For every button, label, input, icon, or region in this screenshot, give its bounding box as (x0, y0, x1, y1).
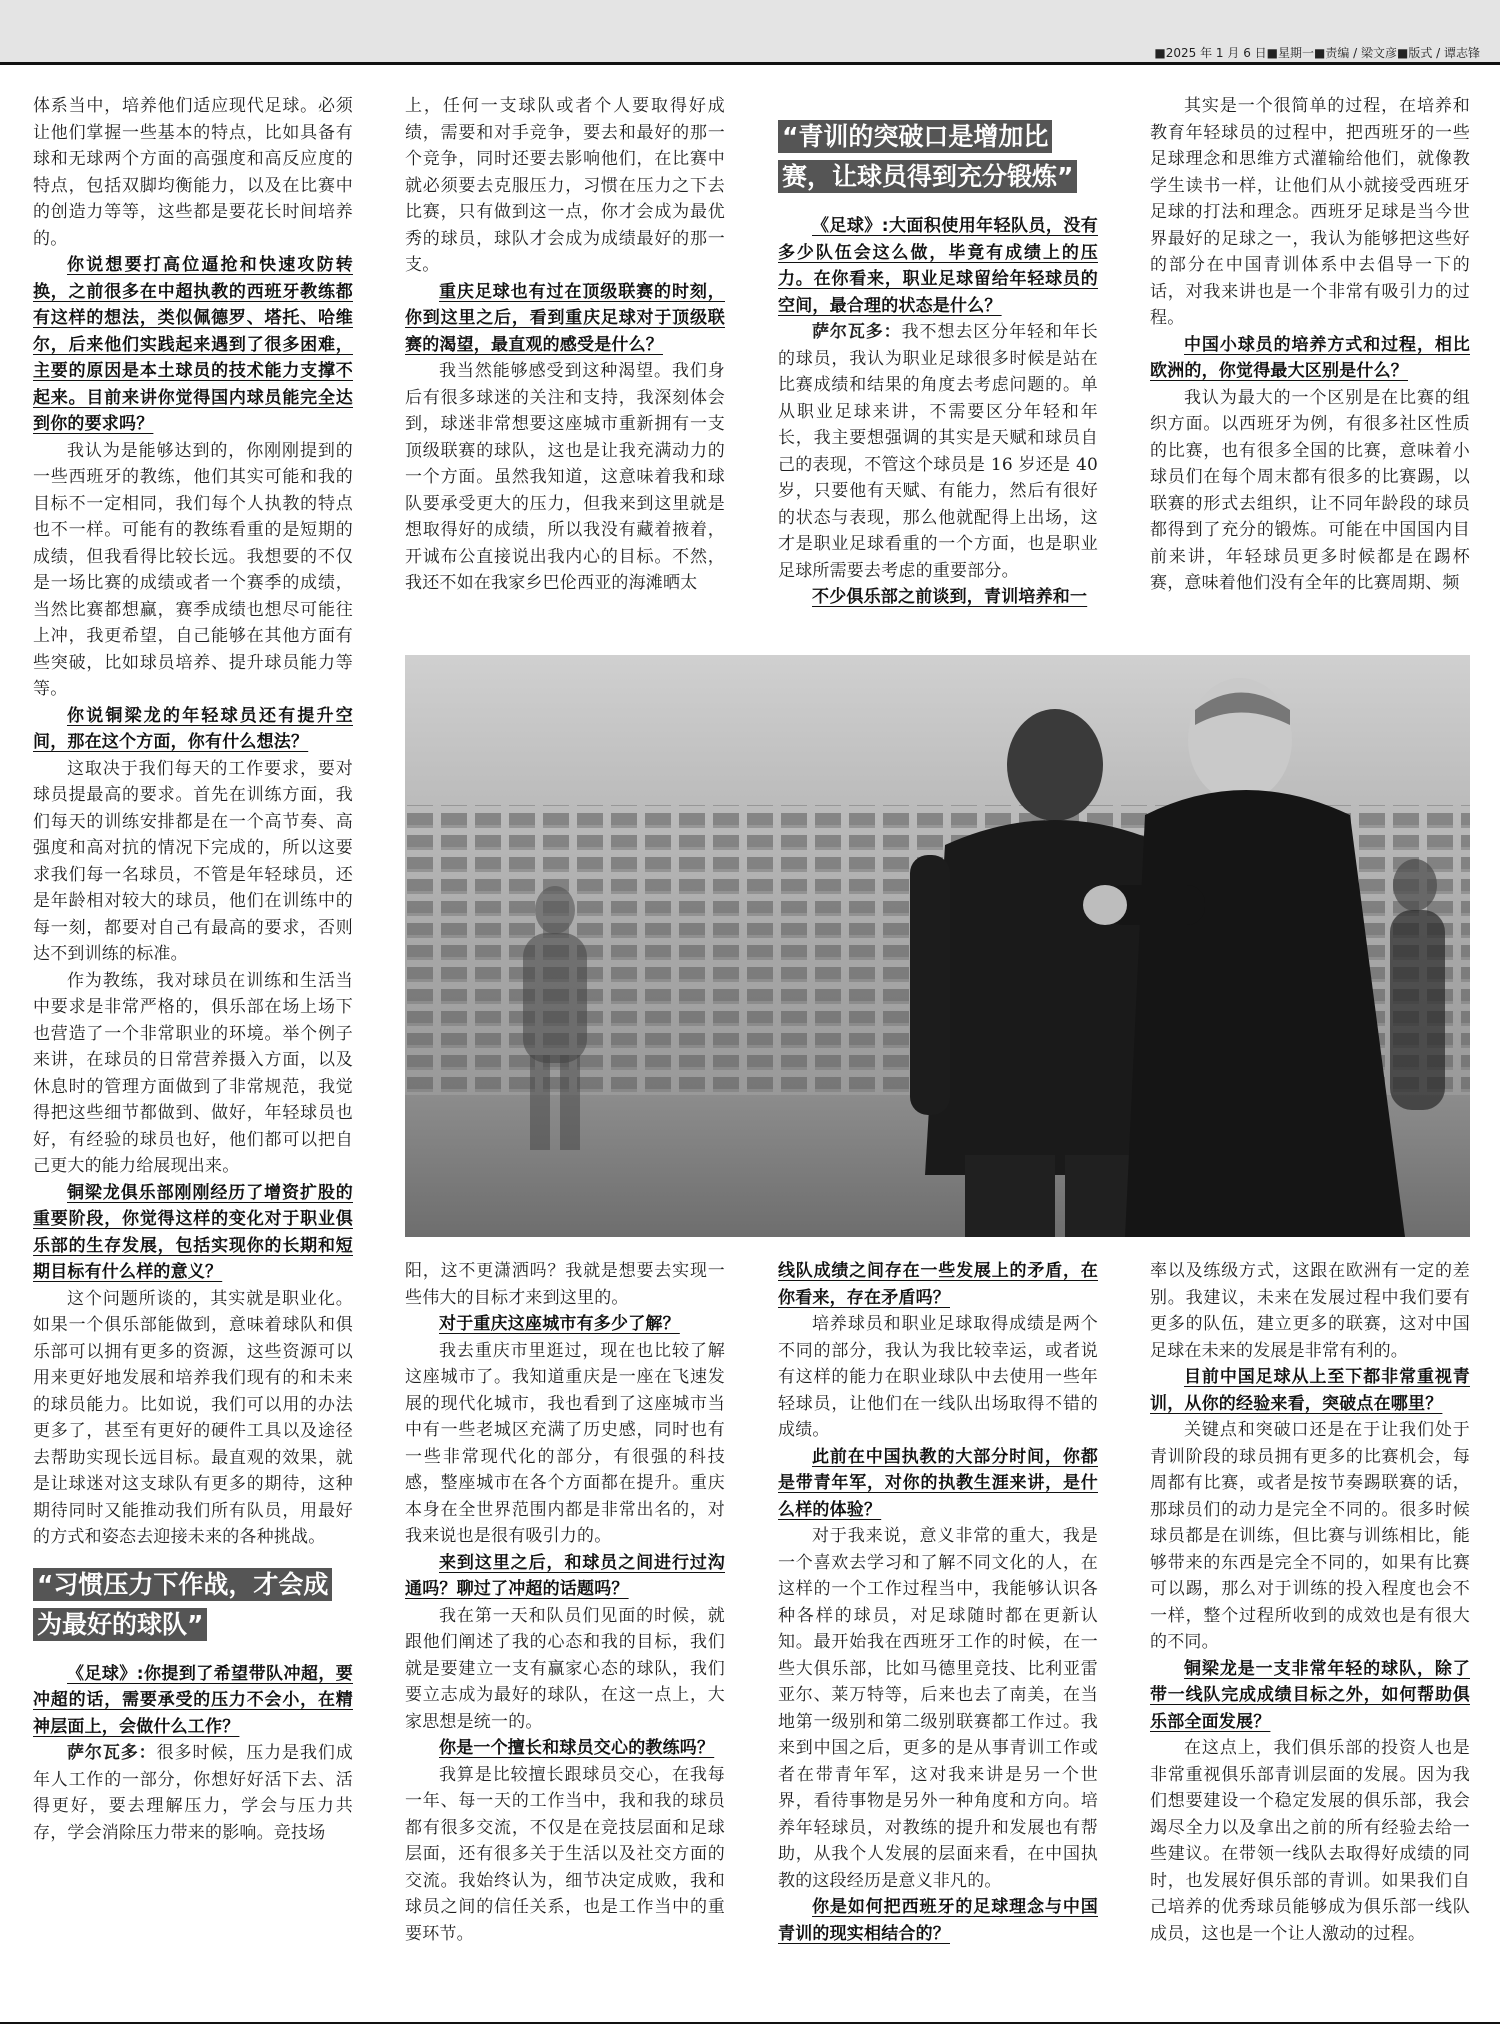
section-heading: “青训的突破口是增加比赛，让球员得到充分锻炼” (778, 117, 1098, 197)
question: 目前中国足球从上至下都非常重视青训，从你的经验来看，突破点在哪里？ (1150, 1367, 1470, 1414)
paragraph: 其实是一个很简单的过程，在培养和教育年轻球员的过程中，把西班牙的一些足球理念和思维方式灌输给他们，就像教学生读书一样，让他们从小就接受西班牙足球的打法和理念。西班牙足球是当今世界最好的足球之一，我认为能够把这些好的部分在中国青训体系中去倡导一下的话，对我来讲也是一个非常有吸引力的过程。 (1150, 96, 1470, 328)
question: 不少俱乐部之前谈到，青训培养和一 (812, 587, 1088, 607)
paragraph: 关键点和突破口还是在于让我们处于青训阶段的球员拥有更多的比赛机会，每周都有比赛，或者是按节奏踢联赛的话，那球员们的动力是完全不同的。很多时候球员都是在训练，但比赛与训练相比，能够带来的东西是完全不同的，如果有比赛可以踢，那么对于训练的投入程度也会不一样，整个过程所收到的成效也是有很大的不同。 (1150, 1420, 1470, 1652)
paragraph: 作为教练，我对球员在训练和生活当中要求是非常严格的，俱乐部在场上场下也营造了一个非常职业的环境。举个例子来讲，在球员的日常营养摄入方面，以及休息时的管理方面做到了非常规范，我觉得把这些细节都做到、做好，年轻球员也好，有经验的球员也好，他们都可以把自己更大的能力给展现出来。 (33, 970, 353, 1176)
paragraph: 在这点上，我们俱乐部的投资人也是非常重视俱乐部青训层面的发展。因为我们想要建设一个稳定发展的俱乐部，我会竭尽全力以及拿出之前的所有经验去给一些建议。在带领一线队去取得好成绩的同时，也发展好俱乐部的青训。如果我们自己培养的优秀球员能够成为俱乐部一线队成员，这也是一个让人激动的过程。 (1150, 1738, 1470, 1944)
masthead-bar (0, 0, 1500, 65)
paragraph: 我认为是能够达到的，你刚刚提到的一些西班牙的教练，他们其实可能和我的目标不一定相同，我们每个人执教的特点也不一样。可能有的教练看重的是短期的成绩，但我看得比较长远。我想要的不仅是一场比赛的成绩或者一个赛季的成绩，当然比赛都想赢，赛季成绩也想尽可能往上冲，我更希望，自己能够在其他方面有些突破，比如球员培养、提升球员能力等等。 (33, 440, 353, 699)
bottom-rule (0, 2022, 1500, 2024)
paragraph: 这取决于我们每天的工作要求，要对球员提最高的要求。首先在训练方面，我们每天的训练安排都是在一个高节奏、高强度和高对抗的情况下完成的，所以这要求我们每一名球员，不管是年轻球员，还是年龄相对较大的球员，他们在训练中的每一刻，都要对自己有最高的要求，否则达不到训练的标准。 (33, 758, 353, 964)
paragraph: 我去重庆市里逛过，现在也比较了解这座城市了。我知道重庆是一座在飞速发展的现代化城市，我也看到了这座城市当中有一些老城区充满了历史感，同时也有一些非常现代化的部分，有很强的科技感，整座城市在各个方面都在提升。重庆本身在全世界范围内都是非常出名的，对我来说也是很有吸引力的。 (405, 1340, 725, 1546)
column-2 (405, 93, 725, 638)
question: 铜梁龙是一支非常年轻的球队，除了带一线队完成成绩目标之外，如何帮助俱乐部全面发展？ (1150, 1658, 1470, 1732)
paragraph: 我在第一天和队员们见面的时候，就跟他们阐述了我的心态和我的目标，我们就是要建立一支有赢家心态的球队，我们要立志成为最好的球队，在这一点上，大家思想是统一的。 (405, 1605, 725, 1732)
column-3 (778, 93, 1098, 638)
section-heading: “习惯压力下作战，才会成为最好的球队” (33, 1565, 353, 1645)
question: 铜梁龙俱乐部刚刚经历了增资扩股的重要阶段，你觉得这样的变化对于职业俱乐部的生存发展，包括实现你的长期和短期目标有什么样的意义？ (33, 1182, 353, 1282)
question: 重庆足球也有过在顶级联赛的时刻，你到这里之后，看到重庆足球对于顶级联赛的渴望，最直观的感受是什么？ (405, 281, 725, 355)
column-4 (1150, 93, 1470, 638)
question: 《足球》:大面积使用年轻队员，没有多少队伍会这么做，毕竟有成绩上的压力。在你看来，职业足球留给年轻球员的空间，最合理的状态是什么？ (778, 216, 1098, 316)
issue-info: ■2025 年 1 月 6 日■星期一■责编 / 梁文彦■版式 / 谭志锋 (1154, 46, 1480, 60)
question: 《足球》:你提到了希望带队冲超，要冲超的话，需要承受的压力不会小，在精神层面上，会做什么工作？ (33, 1663, 353, 1737)
question: 你说想要打高位逼抢和快速攻防转换，之前很多在中超执教的西班牙教练都有这样的想法，类似佩德罗、塔托、哈维尔，后来他们实践起来遇到了很多困难，主要的原因是本土球员的技术能力支撑不起来。目前来讲你觉得国内球员能完全达到你的要求吗？ (33, 255, 353, 434)
paragraph: 培养球员和职业足球取得成绩是两个不同的部分，我认为我比较幸运，或者说有这样的能力在职业球队中去使用一些年轻球员，让他们在一线队出场取得不错的成绩。 (778, 1314, 1098, 1440)
column-5 (405, 1258, 725, 2018)
paragraph: 这个问题所谈的，其实就是职业化。如果一个俱乐部能做到，意味着球队和俱乐部可以拥有更多的资源，这些资源可以用来更好地发展和培养我们现有的和未来的球员能力。比如说，我们可以用的办法更多了，甚至有更好的硬件工具以及途径去帮助实现长远目标。最直观的效果，就是让球迷对这支球队有更多的期待，这种期待同时又能推动我们所有队员，用最好的方式和姿态去迎接未来的各种挑战。 (33, 1288, 353, 1547)
paragraph: 我当然能够感受到这种渴望。我们身后有很多球迷的关注和支持，我深刻体会到，球迷非常想要这座城市重新拥有一支顶级联赛的球队，这也是让我充满动力的一个方面。虽然我知道，这意味着我和球队要承受更大的压力，但我来到这里就是想取得好的成绩，所以我没有藏着掖着，开诚布公直接说出我内心的目标。不然，我还不如在我家乡巴伦西亚的海滩晒太 (405, 361, 725, 593)
paragraph: 萨尔瓦多：我不想去区分年轻和年长的球员，我认为职业足球很多时候是站在比赛成绩和结果的角度去考虑问题的。单从职业足球来讲，不需要区分年轻和年长，我主要想强调的其实是天赋和球员自己的表现，不管这个球员是 16 岁还是 40 岁，只要他有天赋、有能力，然后有很好的状态与表现，那么他就配得上出场，这才是职业足球看重的一个方面，也是职业足球所需要去考虑的重要部分。 (778, 322, 1098, 581)
paragraph: 萨尔瓦多：很多时候，压力是我们成年人工作的一部分，你想好好活下去、活得更好，要去理解压力，学会与压力共存，学会消除压力带来的影响。竞技场 (33, 1743, 353, 1843)
paragraph: 上，任何一支球队或者个人要取得好成绩，需要和对手竞争，要去和最好的那一个竞争，同时还要去影响他们，在比赛中就必须要去克服压力，习惯在压力之下去比赛，只有做到这一点，你才会成为最优秀的球员，球队才会成为成绩最好的那一支。 (405, 96, 725, 275)
question: 此前在中国执教的大部分时间，你都是带青年军，对你的执教生涯来讲，是什么样的体验？ (778, 1446, 1098, 1520)
speaker-label: 萨尔瓦多： (812, 322, 902, 342)
question: 中国小球员的培养方式和过程，相比欧洲的，你觉得最大区别是什么？ (1150, 334, 1470, 381)
question: 你是一个擅长和球员交心的教练吗？ (439, 1738, 715, 1758)
paragraph: 阳，这不更潇洒吗？我就是想要去实现一些伟大的目标才来到这里的。 (405, 1261, 725, 1308)
column-1 (33, 93, 353, 2018)
question: 来到这里之后，和球员之间进行过沟通吗？聊过了冲超的话题吗？ (405, 1552, 725, 1599)
column-7 (1150, 1258, 1470, 2018)
paragraph: 我算是比较擅长跟球员交心，在我每一年、每一天的工作当中，我和我的球员都有很多交流，不仅是在竞技层面和足球层面，还有很多关于生活以及社交方面的交流。我始终认为，细节决定成败，我和球员之间的信任关系，也是工作当中的重要环节。 (405, 1764, 725, 1944)
question: 线队成绩之间存在一些发展上的矛盾，在你看来，存在矛盾吗？ (778, 1261, 1098, 1308)
column-6 (778, 1258, 1098, 2018)
paragraph: 体系当中，培养他们适应现代足球。必须让他们掌握一些基本的特点，比如具备有球和无球两个方面的高强度和高反应度的特点，包括双脚均衡能力，以及在比赛中的创造力等等，这些都是要花长时间培养的。 (33, 96, 353, 249)
question: 你是如何把西班牙的足球理念与中国青训的现实相结合的？ (778, 1897, 1098, 1944)
speaker-label: 萨尔瓦多： (67, 1743, 157, 1763)
question: 对于重庆这座城市有多少了解？ (439, 1314, 680, 1334)
coach-and-player-photo (405, 655, 1470, 1237)
paragraph: 对于我来说，意义非常的重大，我是一个喜欢去学习和了解不同文化的人，在这样的一个工作过程当中，我能够认识各种各样的球员，对足球随时都在更新认知。最开始我在西班牙工作的时候，在一些大俱乐部，比如马德里竞技、比利亚雷亚尔、莱万特等，后来也去了南美，在当地第一级别和第二级别联赛都工作过。我来到中国之后，更多的是从事青训工作或者在带青年军，这对我来讲是另一个世界，看待事物是另外一种角度和方向。培养年轻球员，对教练的提升和发展也有帮助，从我个人发展的层面来看，在中国执教的这段经历是意义非凡的。 (778, 1526, 1098, 1891)
question: 你说铜梁龙的年轻球员还有提升空间，那在这个方面，你有什么想法？ (33, 705, 353, 752)
paragraph: 我认为最大的一个区别是在比赛的组织方面。以西班牙为例，有很多社区性质的比赛，也有很多全国的比赛，意味着小球员们在每个周末都有很多的比赛踢，以联赛的形式去组织，让不同年龄段的球员都得到了充分的锻炼。可能在中国国内目前来讲，年轻球员更多时候都是在踢杯赛，意味着他们没有全年的比赛周期、频 (1150, 387, 1470, 593)
paragraph: 率以及练级方式，这跟在欧洲有一定的差别。我建议，未来在发展过程中我们要有更多的队伍，建立更多的联赛，这对中国足球在未来的发展是非常有利的。 (1150, 1261, 1470, 1361)
